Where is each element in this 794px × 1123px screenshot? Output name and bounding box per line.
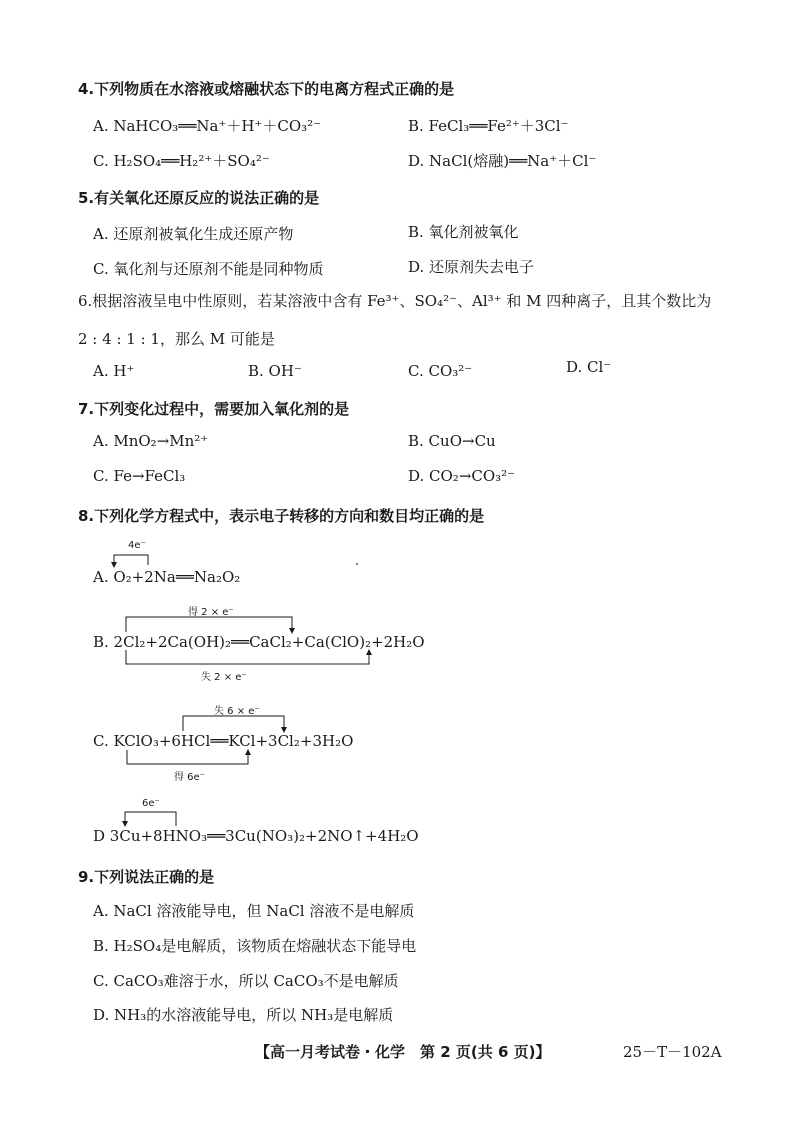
q8d-arrow xyxy=(125,812,176,826)
question-8-stem: 8.下列化学方程式中，表示电子转移的方向和数目均正确的是 xyxy=(78,507,485,525)
q6-option-a: A. H⁺ xyxy=(93,362,135,380)
q5-option-a: A. 还原剂被氧化生成还原产物 xyxy=(93,225,294,243)
q4-option-d: D. NaCl(熔融)══Na⁺＋Cl⁻ xyxy=(408,152,597,170)
q8b-top-arrow xyxy=(126,617,292,632)
q9-option-d: D. NH₃的水溶液能导电，所以 NH₃是电解质 xyxy=(93,1006,394,1024)
page-footer-title: 【高一月考试卷・化学 第 2 页(共 6 页)】 xyxy=(255,1043,551,1061)
q9-option-a: A. NaCl 溶液能导电，但 NaCl 溶液不是电解质 xyxy=(93,902,415,920)
q7-option-d: D. CO₂→CO₃²⁻ xyxy=(408,467,516,485)
q8-option-d: D 3Cu+8HNO₃══3Cu(NO₃)₂+2NO↑+4H₂O xyxy=(93,827,419,845)
q4-option-b: B. FeCl₃══Fe²⁺＋3Cl⁻ xyxy=(408,117,569,135)
question-4-stem: 4.下列物质在水溶液或熔融状态下的电离方程式正确的是 xyxy=(78,80,455,98)
q8-option-b: B. 2Cl₂+2Ca(OH)₂══CaCl₂+Ca(ClO)₂+2H₂O xyxy=(93,633,425,651)
q4-option-a: A. NaHCO₃══Na⁺＋H⁺＋CO₃²⁻ xyxy=(93,117,322,135)
q4-option-c: C. H₂SO₄══H₂²⁺＋SO₄²⁻ xyxy=(93,152,270,170)
question-6-stem: 6.根据溶液呈电中性原则，若某溶液中含有 Fe³⁺、SO₄²⁻、Al³⁺ 和 M 四种离子，且其个数比为 xyxy=(78,292,712,310)
q9-option-c: C. CaCO₃难溶于水，所以 CaCO₃不是电解质 xyxy=(93,972,399,990)
q5-option-c: C. 氧化剂与还原剂不能是同种物质 xyxy=(93,260,324,278)
q9-option-b: B. H₂SO₄是电解质，该物质在熔融状态下能导电 xyxy=(93,937,417,955)
q8c-bottom-arrow xyxy=(127,750,248,764)
q8c-top-label: 失 6 × e⁻ xyxy=(214,706,260,717)
q8a-electron-label: 4e⁻ xyxy=(128,540,146,551)
question-9-stem: 9.下列说法正确的是 xyxy=(78,868,215,886)
q8c-bottom-label: 得 6e⁻ xyxy=(174,772,205,783)
q8b-bottom-arrow xyxy=(126,650,369,664)
q8d-electron-label: 6e⁻ xyxy=(142,798,160,809)
page-footer-code: 25－T－102A xyxy=(623,1043,722,1061)
q8a-arrow xyxy=(114,555,148,566)
q7-option-a: A. MnO₂→Mn²⁺ xyxy=(93,432,209,450)
question-6-stem-line2: 2 : 4 : 1 : 1，那么 M 可能是 xyxy=(78,330,275,348)
q5-option-b: B. 氧化剂被氧化 xyxy=(408,223,519,241)
q7-option-c: C. Fe→FeCl₃ xyxy=(93,467,186,485)
q6-option-c: C. CO₃²⁻ xyxy=(408,362,473,380)
q6-option-d: D. Cl⁻ xyxy=(566,358,612,376)
question-5-stem: 5.有关氧化还原反应的说法正确的是 xyxy=(78,189,320,207)
q8-option-c: C. KClO₃+6HCl══KCl+3Cl₂+3H₂O xyxy=(93,732,354,750)
q8-option-a: A. O₂+2Na══Na₂O₂ xyxy=(93,568,241,586)
q5-option-d: D. 还原剂失去电子 xyxy=(408,258,535,276)
q8c-top-arrow xyxy=(183,716,284,731)
q6-option-b: B. OH⁻ xyxy=(248,362,302,380)
question-7-stem: 7.下列变化过程中，需要加入氧化剂的是 xyxy=(78,400,350,418)
q8b-top-label: 得 2 × e⁻ xyxy=(188,607,234,618)
q7-option-b: B. CuO→Cu xyxy=(408,432,496,450)
q8b-bottom-label: 失 2 × e⁻ xyxy=(201,672,247,683)
